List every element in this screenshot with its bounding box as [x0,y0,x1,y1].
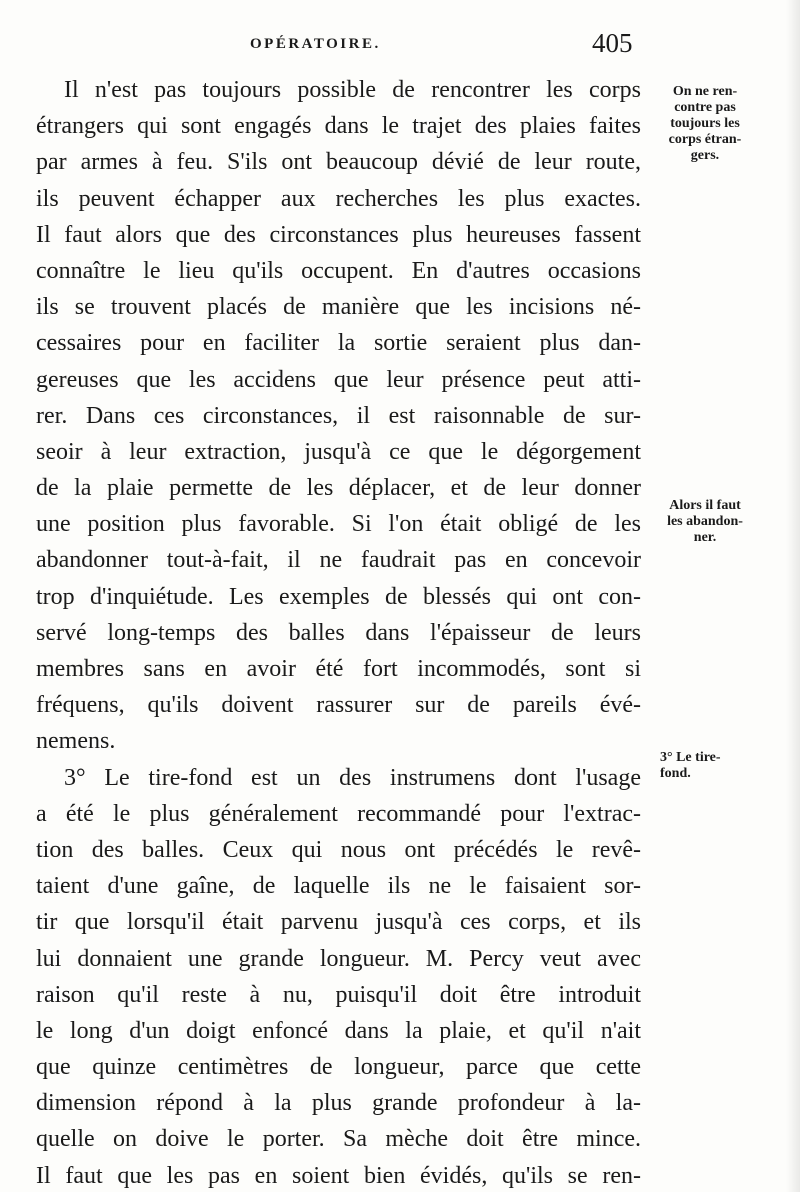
page-number: 405 [592,28,633,58]
text-line: étrangers qui sont engagés dans le trajet des plaies faites [36,113,641,140]
text-line: Il faut alors que des circonstances plus heureuses fassent [36,221,641,248]
text-line: 3° Le tire-fond est un des instrumens dont l'usage [64,764,641,791]
text-line: rer. Dans ces circonstances, il est raisonnable de sur- [36,402,641,429]
text-line: a été le plus généralement recommandé pour l'extrac- [36,800,641,827]
margin-note-line: 3° Le tire- [660,750,721,765]
margin-note [660,750,760,782]
margin-note-line: contre pas [674,100,736,115]
margin-note-line: toujours les [670,116,740,131]
text-line: Il faut que les pas en soient bien évidés, qu'ils se ren- [36,1162,641,1189]
text-line: tion des balles. Ceux qui nous ont précédés le revê- [36,836,641,863]
text-line: taient d'une gaîne, de laquelle ils ne le faisaient sor- [36,873,641,900]
text-line: raison qu'il reste à nu, puisqu'il doit être introduit [36,981,641,1008]
margin-note-line: fond. [660,766,691,781]
text-line: Il n'est pas toujours possible de rencontrer les corps [64,77,641,103]
page-edge-shadow [786,0,800,1192]
margin-note [648,84,762,164]
margin-note-line: les abandon- [667,514,743,529]
text-line-last: nemens. [36,728,116,755]
text-line: par armes à feu. S'ils ont beaucoup dévié de leur route, [36,149,641,176]
page-header [0,28,800,62]
margin-note-line: gers. [690,148,720,163]
text-line: cessaires pour en faciliter la sortie seraient plus dan- [36,330,641,357]
running-head: OPÉRATOIRE. [250,36,381,52]
text-line: une position plus favorable. Si l'on était obligé de les [36,511,641,538]
text-line: gereuses que les accidens que leur présence peut atti- [36,366,641,393]
margin-note-line: On ne ren- [672,84,738,99]
margin-note-line: Alors il faut [669,498,741,513]
text-line: ils peuvent échapper aux recherches les plus exactes. [36,185,641,212]
text-line: membres sans en avoir été fort incommodés, sont si [36,656,641,682]
text-line: fréquens, qu'ils doivent rassurer sur de pareils évé- [36,692,641,719]
text-line: lui donnaient une grande longueur. M. Percy veut avec [36,945,641,972]
text-line: connaître le lieu qu'ils occupent. En d'autres occasions [36,257,641,284]
margin-note-line: corps étran- [668,132,742,147]
margin-note [648,498,762,546]
text-line: que quinze centimètres de longueur, parce que cette [36,1054,641,1081]
text-line: le long d'un doigt enfoncé dans la plaie, et qu'il n'ait [36,1017,641,1044]
text-line: tir que lorsqu'il était parvenu jusqu'à ces corps, et ils [36,909,641,936]
text-line: quelle on doive le porter. Sa mèche doit être mince. [36,1126,641,1153]
text-line: dimension répond à la plus grande profondeur à la- [36,1090,641,1117]
text-line: abandonner tout-à-fait, il ne faudrait pas en concevoir [36,547,641,574]
text-line: trop d'inquiétude. Les exemples de blessés qui ont con- [36,583,641,610]
text-line: servé long-temps des balles dans l'épaisseur de leurs [36,619,641,646]
body-text [36,72,641,1194]
text-line: de la plaie permette de les déplacer, et de leur donner [36,475,641,502]
text-line: seoir à leur extraction, jusqu'à ce que le dégorgement [36,438,641,465]
text-line: ils se trouvent placés de manière que les incisions né- [36,294,641,321]
margin-note-line: ner. [693,530,717,545]
